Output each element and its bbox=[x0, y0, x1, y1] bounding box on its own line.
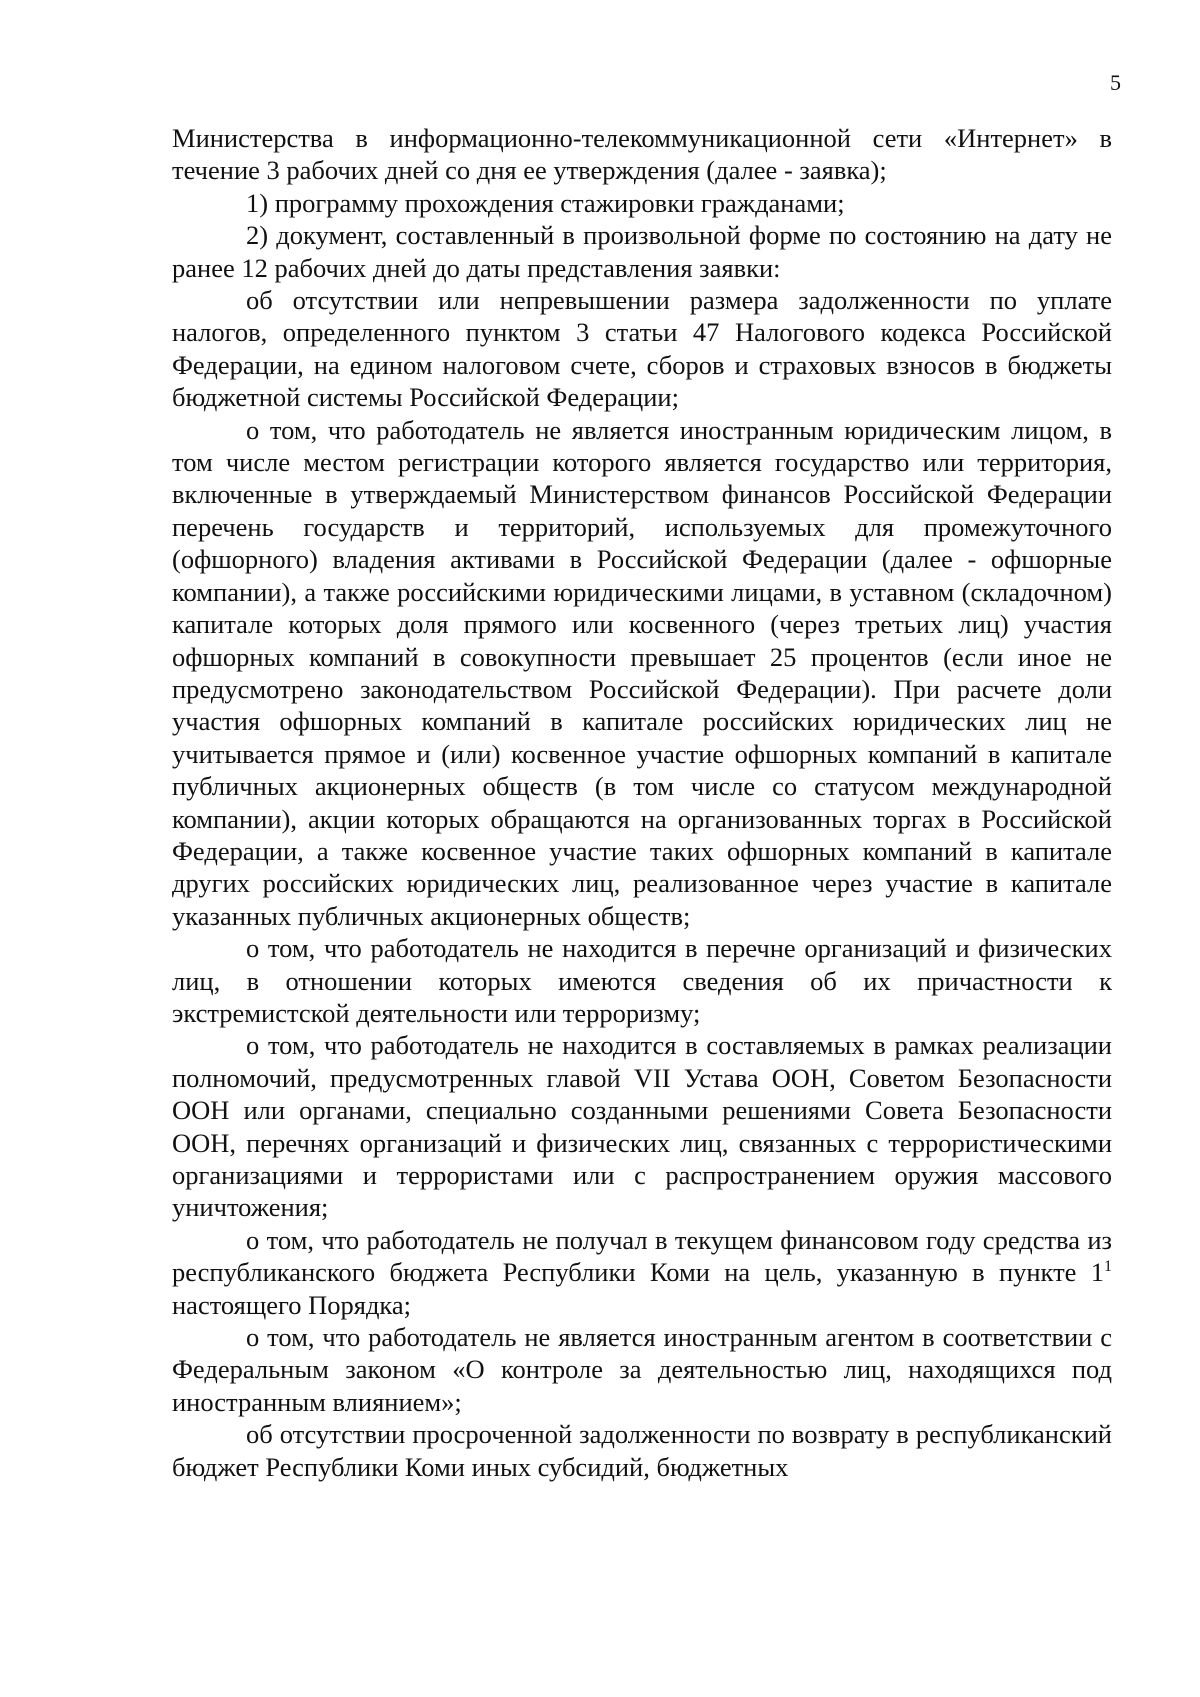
paragraph-tax-debt: об отсутствии или непревышении размера задолженности по уплате налогов, определенного пунктом 3 статьи 47 Налогового кодекса Российской Федерации, на едином налоговом счете, сборов и страховых взносов в бюджеты бюджетной системы Российской Федерации; bbox=[172, 285, 1112, 413]
paragraph-continuation: Министерства в информационно-телекоммуникационной сети «Интернет» в течение 3 рабочих дней со дня ее утверждения (далее - заявка); bbox=[172, 123, 1112, 186]
paragraph-extremism: о том, что работодатель не находится в перечне организаций и физических лиц, в отношении которых имеются сведения об их причастности к экстремистской деятельности или терроризму; bbox=[172, 933, 1112, 1028]
funds-text-after: настоящего Порядка; bbox=[172, 1289, 412, 1320]
page-number: 5 bbox=[1110, 70, 1121, 95]
paragraph-item-1: 1) программу прохождения стажировки гражданами; bbox=[246, 187, 845, 218]
paragraph-un-lists: о том, что работодатель не находится в составляемых в рамках реализации полномочий, предусмотренных главой VII Устава ООН, Советом Безопасности ООН или органами, специально созданными решениями Совета Безопасности ООН, перечнях организаций и физических лиц, связанных с террористическими организациями и террористами или с распространением оружия массового уничтожения; bbox=[172, 1030, 1112, 1223]
paragraph-overdue-debt: об отсутствии просроченной задолженности по возврату в республиканский бюджет Республики Коми иных субсидий, бюджетных bbox=[172, 1419, 1112, 1482]
funds-text-before: о том, что работодатель не получал в текущем финансовом году средства из республиканского бюджета Республики Коми на цель, указанную в пункте 1 bbox=[172, 1224, 1112, 1288]
paragraph-offshore: о том, что работодатель не является иностранным юридическим лицом, в том числе местом регистрации которого является государство или территория, включенные в утверждаемый Министерством финансов Российской Федерации перечень государств и территорий, используемых для промежуточного (офшорного) владения активами в Российской Федерации (далее - офшорные компании), а также российскими юридическими лицами, в уставном (складочном) капитале которых доля прямого или косвенного (через третьих лиц) участия офшорных компаний в совокупности превышает 25 процентов (если иное не предусмотрено законодательством Российской Федерации). При расчете доли участия офшорных компаний в капитале российских юридических лиц не учитывается прямое и (или) косвенное участие офшорных компаний в капитале публичных акционерных обществ (в том числе со статусом международной компании), акции которых обращаются на организованных торгах в Российской Федерации, а также косвенное участие таких офшорных компаний в капитале других российских юридических лиц, реализованное через участие в капитале указанных публичных акционерных обществ; bbox=[172, 414, 1112, 931]
document-body bbox=[172, 122, 1112, 1483]
paragraph-foreign-agent: о том, что работодатель не является иностранным агентом в соответствии с Федеральным законом «О контроле за деятельностью лиц, находящихся под иностранным влиянием»; bbox=[172, 1322, 1112, 1417]
paragraph-budget-funds bbox=[172, 1224, 1112, 1321]
paragraph-item-2: 2) документ, составленный в произвольной форме по состоянию на дату не ранее 12 рабочих дней до даты представления заявки: bbox=[172, 220, 1112, 283]
funds-superscript: 1 bbox=[1104, 1258, 1112, 1276]
